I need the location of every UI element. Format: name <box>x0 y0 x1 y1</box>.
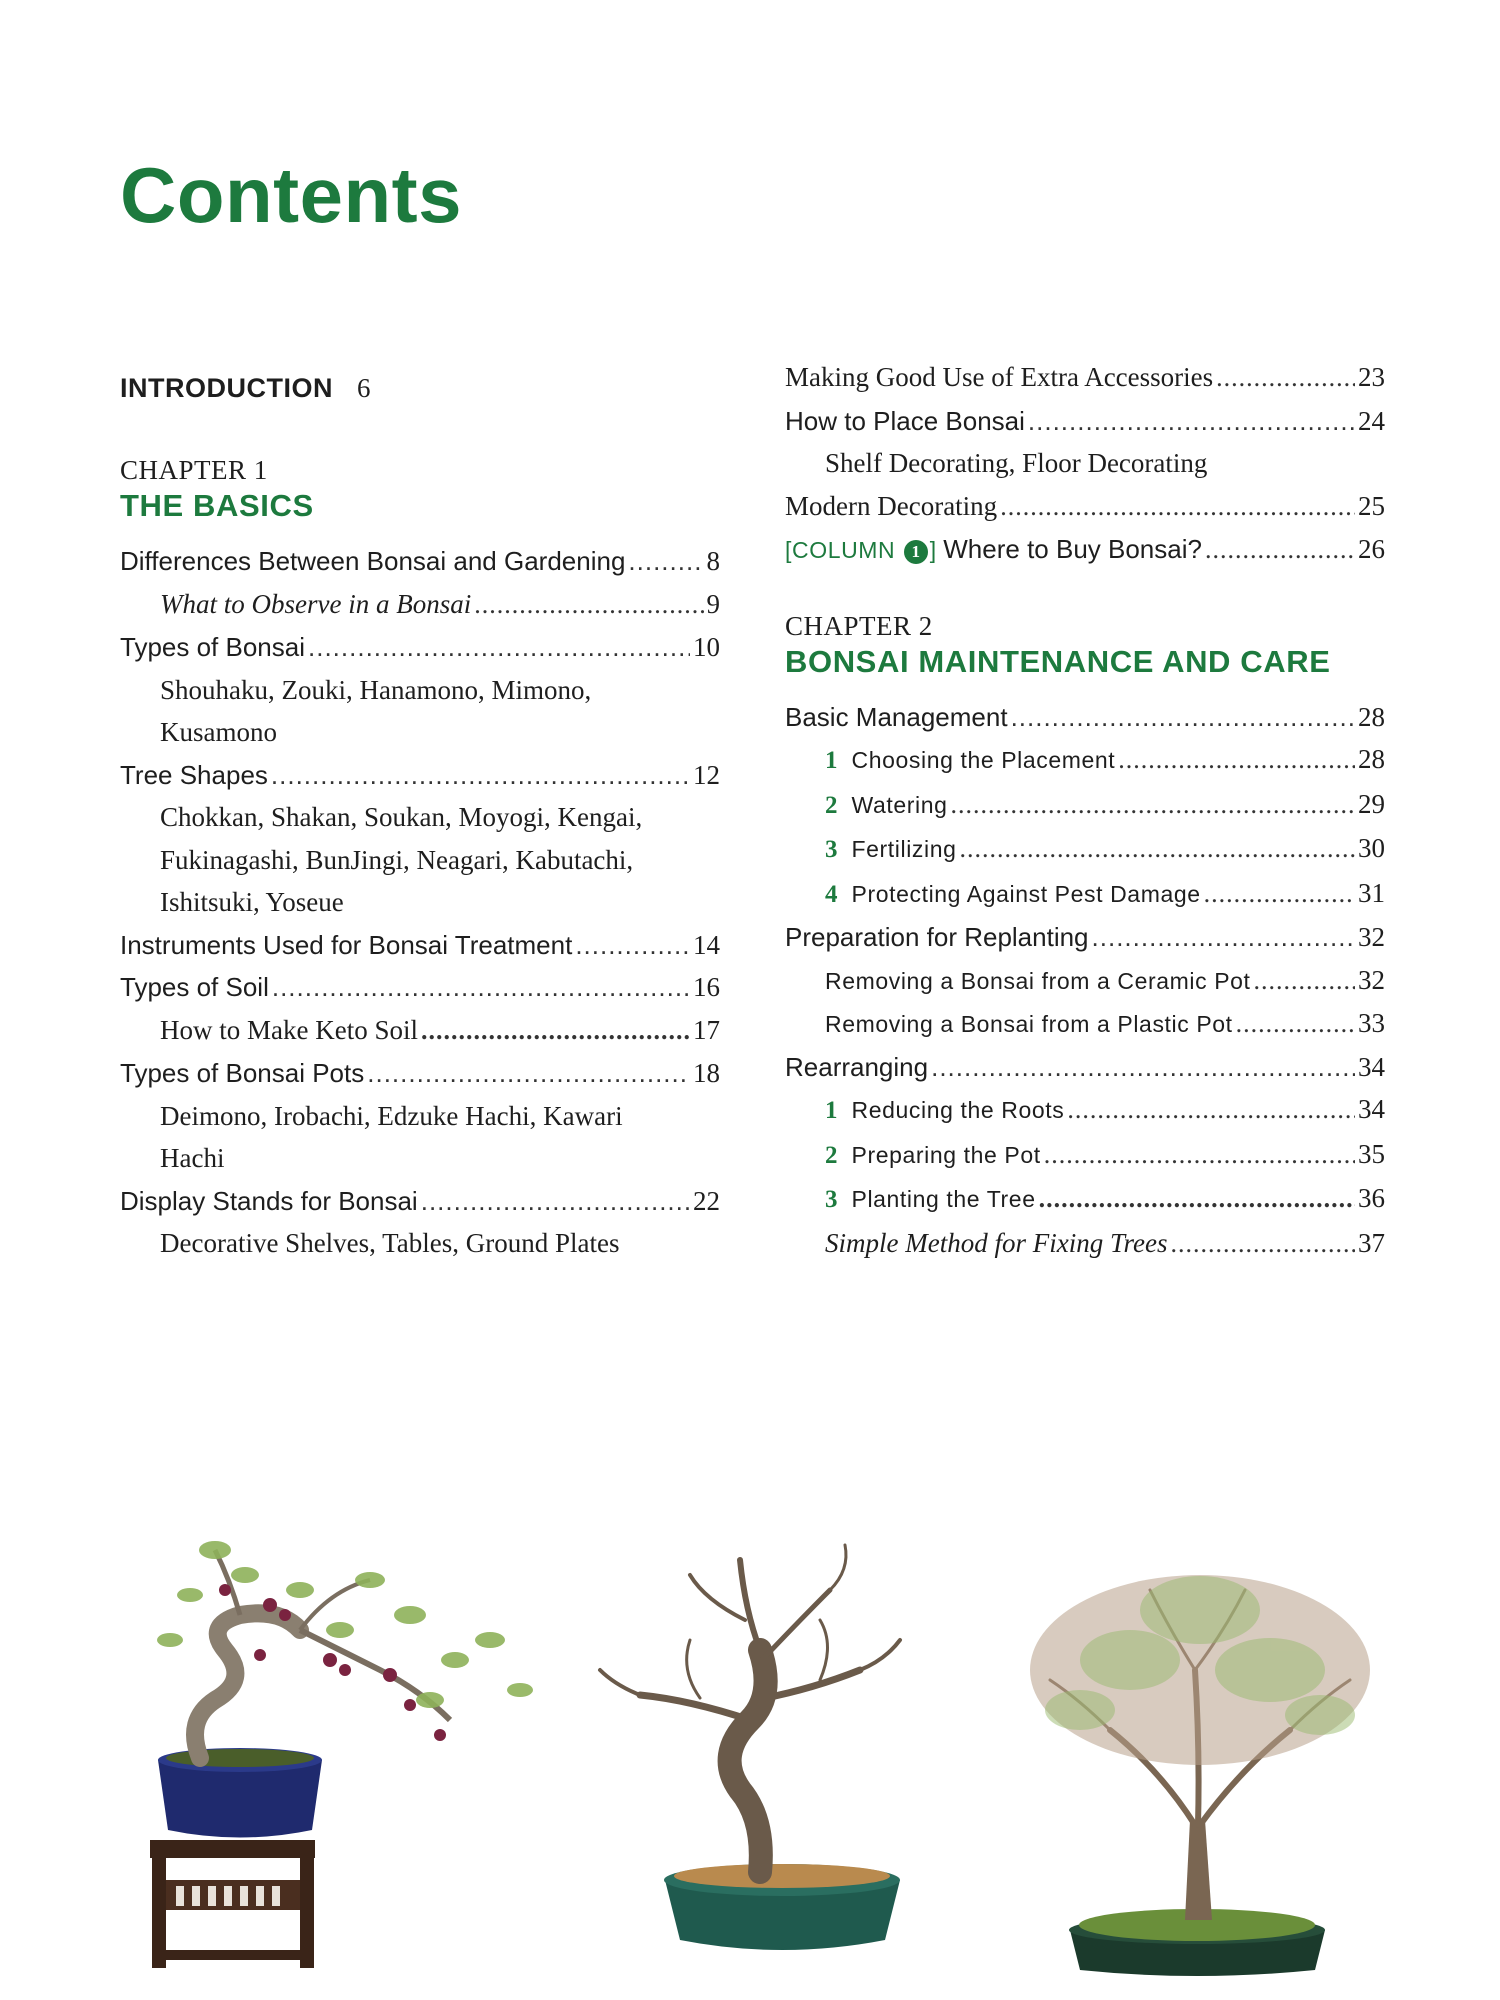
toc-entry-label: What to Observe in a Bonsai <box>160 588 472 619</box>
toc-entry[interactable] <box>785 356 1385 400</box>
step-number: 3 <box>825 1186 838 1213</box>
toc-entry-page: 34 <box>1358 1051 1385 1082</box>
toc-entry-page: 18 <box>693 1058 720 1088</box>
toc-entry-page: 10 <box>693 632 720 662</box>
chapter1-label: CHAPTER 1 <box>120 455 268 485</box>
toc-entry[interactable] <box>120 1052 720 1095</box>
toc-entry-label: Differences Between Bonsai and Gardening <box>120 546 626 576</box>
toc-subtopics: Chokkan, Shakan, Soukan, Moyogi, Kengai, Fukinagashi, BunJingi, Neagari, Kabutachi, Ishitsuki, Yoseue <box>160 802 643 917</box>
toc-entry-page: 24 <box>1358 405 1385 436</box>
toc-entry[interactable] <box>785 485 1385 529</box>
toc-entry[interactable] <box>785 872 1385 917</box>
toc-entry[interactable] <box>120 540 720 583</box>
toc-entry-label: Planting the Tree <box>851 1186 1036 1212</box>
toc-entry[interactable] <box>785 738 1385 783</box>
toc-entry-page: 25 <box>1358 490 1385 521</box>
toc-entry-label: Tree Shapes <box>120 759 268 790</box>
column-tag-open: [COLUMN <box>785 537 896 563</box>
toc-entry-label: Rearranging <box>785 1051 929 1082</box>
step-number: 4 <box>825 880 838 908</box>
toc-entry[interactable] <box>120 1009 720 1053</box>
toc-entry[interactable] <box>120 583 720 627</box>
intro-label: INTRODUCTION <box>120 373 333 403</box>
chapter2-title: BONSAI MAINTENANCE AND CARE <box>785 643 1331 679</box>
page-title: Contents <box>120 151 462 239</box>
toc-right-column <box>785 356 1385 1265</box>
column-tag-close: ] <box>929 537 937 563</box>
toc-entry-page: 32 <box>1358 964 1385 995</box>
toc-entry-page: 26 <box>1358 534 1385 564</box>
toc-entry-page: 36 <box>1358 1183 1385 1213</box>
toc-entry[interactable] <box>120 924 720 967</box>
toc-entry[interactable] <box>120 1180 720 1223</box>
toc-entry[interactable] <box>120 754 720 797</box>
step-number: 1 <box>825 747 838 774</box>
toc-entry-label: How to Place Bonsai <box>785 405 1025 436</box>
step-number: 3 <box>825 836 838 863</box>
toc-entry-page: 30 <box>1358 833 1385 863</box>
toc-entry-label: Types of Bonsai <box>120 632 305 662</box>
toc-entry-page: 28 <box>1358 744 1385 774</box>
toc-entry-page: 14 <box>693 929 720 960</box>
toc-column-entry[interactable] <box>785 528 1385 572</box>
deciduous-bonsai-image <box>600 1545 900 1950</box>
toc-entry[interactable] <box>785 1088 1385 1133</box>
toc-entry-page: 37 <box>1358 1227 1385 1258</box>
toc-entry-label: How to Make Keto Soil <box>160 1014 418 1045</box>
toc-entry-page: 28 <box>1358 701 1385 732</box>
toc-entry[interactable] <box>785 959 1385 1003</box>
toc-entry-page: 29 <box>1358 788 1385 819</box>
toc-entry-page: 35 <box>1358 1138 1385 1169</box>
toc-entry[interactable] <box>120 626 720 669</box>
toc-entry[interactable] <box>120 966 720 1009</box>
toc-entry-label: Fertilizing <box>851 836 957 862</box>
toc-entry[interactable] <box>785 827 1385 872</box>
column-number-badge: 1 <box>904 540 928 564</box>
toc-entry-label: Watering <box>851 791 948 818</box>
toc-entry-label: Modern Decorating <box>785 490 998 521</box>
toc-entry-label: Instruments Used for Bonsai Treatment <box>120 929 573 960</box>
toc-entry-page: 23 <box>1358 362 1385 392</box>
toc-entry-label: Protecting Against Pest Damage <box>851 880 1201 907</box>
toc-entry-label: Removing a Bonsai from a Ceramic Pot <box>825 967 1251 994</box>
toc-entry-page: 22 <box>693 1185 720 1216</box>
toc-entry[interactable] <box>785 1046 1385 1089</box>
bonsai-photo-strip <box>0 1520 1500 1990</box>
toc-entry[interactable] <box>785 1177 1385 1222</box>
toc-left-column <box>120 360 720 1265</box>
toc-subtopics: Shouhaku, Zouki, Hanamono, Mimono, Kusamono <box>160 674 592 747</box>
toc-subtopics: Shelf Decorating, Floor Decorating <box>825 448 1208 478</box>
toc-entry-page: 32 <box>1358 922 1385 952</box>
toc-entry[interactable] <box>785 1133 1385 1178</box>
intro-page: 6 <box>356 373 371 403</box>
toc-subtopics: Decorative Shelves, Tables, Ground Plates <box>160 1228 620 1258</box>
step-number: 2 <box>825 791 838 819</box>
toc-entry-label: Types of Soil <box>120 972 269 1002</box>
chapter1-title: THE BASICS <box>120 488 314 523</box>
toc-entry-label: Reducing the Roots <box>851 1097 1065 1123</box>
toc-introduction[interactable] <box>120 366 720 410</box>
toc-entry-page: 9 <box>706 588 720 619</box>
toc-entry-page: 12 <box>693 759 720 790</box>
toc-subtopics: Deimono, Irobachi, Edzuke Hachi, Kawari Hachi <box>160 1100 623 1173</box>
toc-entry-page: 17 <box>693 1014 720 1045</box>
toc-entry-label: Making Good Use of Extra Accessories <box>785 362 1214 392</box>
toc-entry-label: Display Stands for Bonsai <box>120 1185 418 1216</box>
chapter2-label: CHAPTER 2 <box>785 610 933 641</box>
step-number: 1 <box>825 1097 838 1124</box>
toc-entry[interactable] <box>785 400 1385 443</box>
toc-entry-label: Choosing the Placement <box>851 747 1116 773</box>
toc-entry-page: 33 <box>1358 1008 1385 1038</box>
toc-entry-label: Removing a Bonsai from a Plastic Pot <box>825 1011 1233 1037</box>
toc-entry-page: 8 <box>706 546 720 576</box>
toc-entry[interactable] <box>785 1222 1385 1266</box>
toc-entry-page: 31 <box>1358 877 1385 908</box>
broom-style-bonsai-image <box>1030 1575 1370 1976</box>
toc-entry-label: Basic Management <box>785 701 1008 732</box>
step-number: 2 <box>825 1141 838 1169</box>
flowering-bonsai-image <box>150 1541 533 1968</box>
toc-entry-label: Preparing the Pot <box>851 1141 1041 1168</box>
toc-entry-label: Simple Method for Fixing Trees <box>825 1227 1168 1258</box>
toc-entry-label: Where to Buy Bonsai? <box>943 534 1202 564</box>
toc-entry[interactable] <box>785 783 1385 828</box>
toc-entry-page: 16 <box>693 972 720 1002</box>
toc-entry-page: 34 <box>1358 1094 1385 1124</box>
toc-entry-label: Preparation for Replanting <box>785 922 1089 952</box>
toc-entry[interactable] <box>785 916 1385 959</box>
toc-entry-label: Types of Bonsai Pots <box>120 1058 365 1088</box>
toc-entry[interactable] <box>785 696 1385 739</box>
toc-entry[interactable] <box>785 1002 1385 1046</box>
